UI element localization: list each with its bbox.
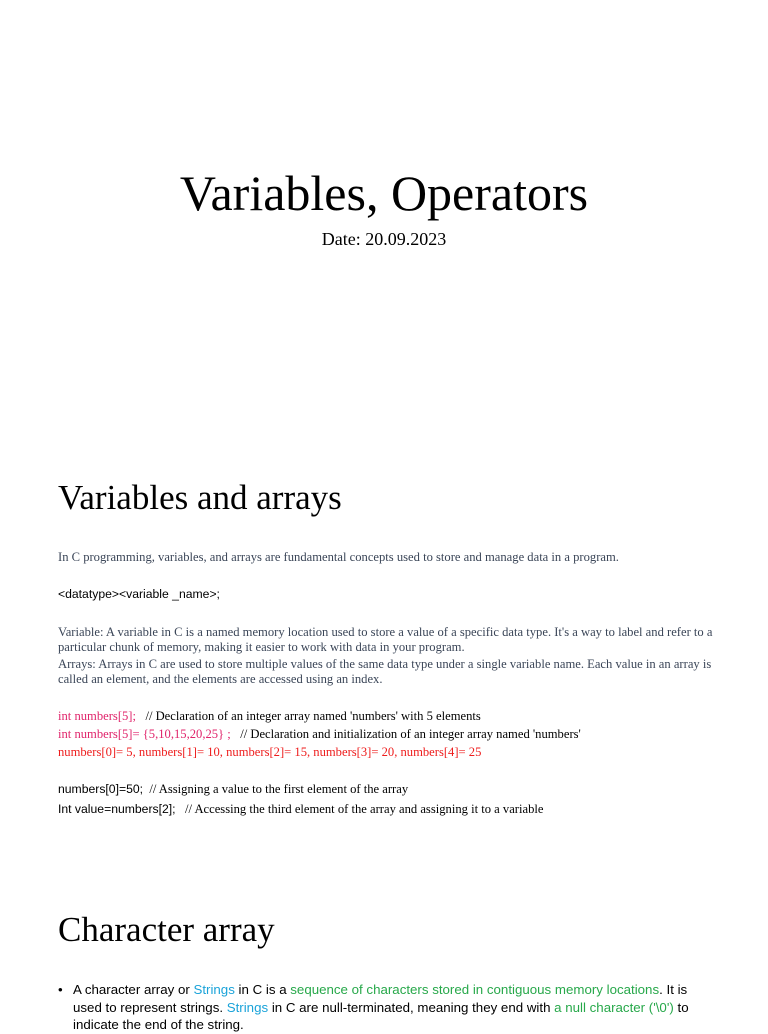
intro-text: In C programming, variables, and arrays are fundamental concepts used to store and manage data in a program. xyxy=(58,550,619,564)
code-comment: // Declaration of an integer array named 'numbers' with 5 elements xyxy=(136,709,481,723)
code-line xyxy=(58,727,581,742)
syntax-text: <datatype><variable _name>; xyxy=(58,587,220,601)
code-comment: // Assigning a value to the first element of the array xyxy=(143,782,409,796)
bullet-text: . It is used to represent strings. xyxy=(73,982,688,1015)
code-snippet: numbers[0]=50; xyxy=(58,782,144,796)
code-snippet: Int value=numbers[2]; xyxy=(58,802,176,816)
code-line xyxy=(58,745,481,760)
assign-line xyxy=(58,802,543,817)
slide-date: Date: 20.09.2023 xyxy=(321,229,447,249)
highlight-text: a null character ('\0') xyxy=(554,999,674,1015)
keyword-strings: Strings xyxy=(226,999,269,1015)
code-snippet: int numbers[5]; xyxy=(58,709,136,723)
variables-heading: Variables and arrays xyxy=(58,478,342,517)
code-snippet: int numbers[5]= {5,10,15,20,25} ; xyxy=(58,727,231,741)
variable-definition: Variable: A variable in C is a named memory location used to store a value of a specific data type. It's a way to label and refer to a particular chunk of memory, making it easier to work with data in your program. xyxy=(58,625,713,654)
character-array-heading: Character array xyxy=(58,910,275,949)
bullet-text: in C are null-terminated, meaning they end with xyxy=(268,999,555,1015)
bullet-list xyxy=(58,981,718,1034)
title-block xyxy=(0,164,768,250)
code-line xyxy=(58,709,481,724)
assign-line xyxy=(58,782,408,797)
code-comment: // Declaration and initialization of an integer array named 'numbers' xyxy=(230,727,581,741)
slide-title: Variables, Operators xyxy=(179,165,589,221)
bullet-text: in C is a xyxy=(234,982,291,997)
bullet-text: A character array or xyxy=(73,982,194,997)
arrays-definition: Arrays: Arrays in C are used to store multiple values of the same data type under a single variable name. Each value in an array is called an element, and the elements are accessed using an index. xyxy=(58,657,712,686)
keyword-strings: Strings xyxy=(193,982,235,997)
bullet-text: to indicate the end of the string. xyxy=(73,999,689,1032)
bullet-icon: • xyxy=(58,982,63,997)
highlight-text: sequence of characters stored in contiguous memory locations xyxy=(290,982,660,997)
list-item xyxy=(58,981,718,1034)
code-comment: // Accessing the third element of the array and assigning it to a variable xyxy=(175,802,544,816)
code-snippet: numbers[0]= 5, numbers[1]= 10, numbers[2]= 15, numbers[3]= 20, numbers[4]= 25 xyxy=(58,745,482,759)
